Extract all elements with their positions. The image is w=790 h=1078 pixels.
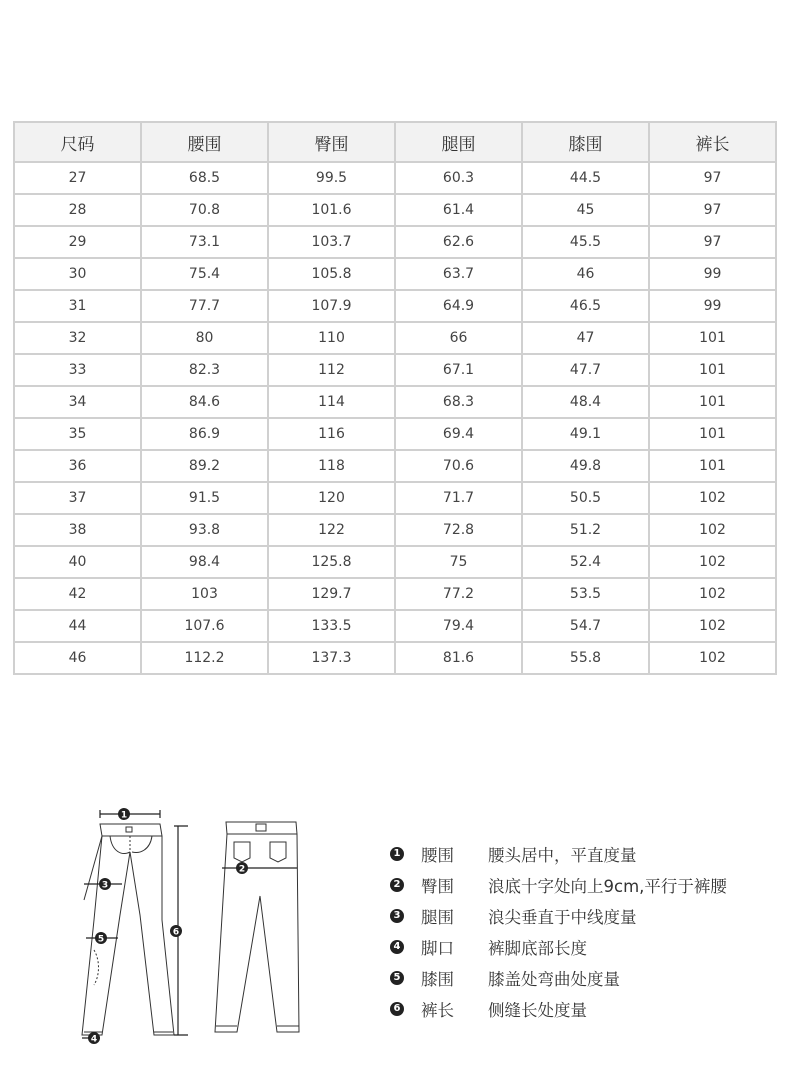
header-size: 尺码: [14, 122, 141, 162]
table-cell: 89.2: [141, 450, 268, 482]
legend-description: 膝盖处弯曲处度量: [488, 969, 620, 989]
legend-name: 腰围: [421, 845, 454, 865]
header-length: 裤长: [649, 122, 776, 162]
table-cell: 133.5: [268, 610, 395, 642]
table-cell: 120: [268, 482, 395, 514]
table-cell: 102: [649, 642, 776, 674]
table-row: [14, 418, 776, 450]
table-cell: 46.5: [522, 290, 649, 322]
marker-6-icon: [170, 925, 182, 938]
table-cell: 75.4: [141, 258, 268, 290]
table-cell: 55.8: [522, 642, 649, 674]
legend-description: 浪尖垂直于中线度量: [488, 907, 637, 927]
table-cell: 101: [649, 386, 776, 418]
table-cell: 53.5: [522, 578, 649, 610]
table-cell: 99: [649, 258, 776, 290]
table-cell: 93.8: [141, 514, 268, 546]
table-cell: 102: [649, 514, 776, 546]
table-cell: 97: [649, 226, 776, 258]
table-cell: 47: [522, 322, 649, 354]
legend-item: [390, 900, 727, 931]
marker-1-icon: [118, 808, 130, 821]
table-cell: 101: [649, 354, 776, 386]
svg-text:3: 3: [101, 880, 109, 891]
svg-text:6: 6: [172, 927, 180, 938]
svg-text:5: 5: [97, 934, 105, 945]
measure-lines: [82, 810, 188, 1038]
table-cell: 67.1: [395, 354, 522, 386]
table-cell: 45.5: [522, 226, 649, 258]
header-thigh: 腿围: [395, 122, 522, 162]
legend-name: 膝围: [421, 969, 454, 989]
table-cell: 75: [395, 546, 522, 578]
table-cell: 37: [14, 482, 141, 514]
table-cell: 86.9: [141, 418, 268, 450]
table-row: [14, 610, 776, 642]
table-cell: 114: [268, 386, 395, 418]
table-cell: 91.5: [141, 482, 268, 514]
table-row: [14, 162, 776, 194]
table-row: [14, 546, 776, 578]
table-cell: 66: [395, 322, 522, 354]
table-cell: 80: [141, 322, 268, 354]
header-hip: 臀围: [268, 122, 395, 162]
table-cell: 46: [522, 258, 649, 290]
table-cell: 122: [268, 514, 395, 546]
front-pants-icon: [82, 824, 174, 1035]
legend-number-badge: 3: [390, 909, 404, 923]
marker-5-icon: [95, 932, 107, 945]
table-cell: 99.5: [268, 162, 395, 194]
svg-text:1: 1: [120, 810, 128, 821]
table-cell: 125.8: [268, 546, 395, 578]
table-cell: 48.4: [522, 386, 649, 418]
table-row: [14, 226, 776, 258]
table-cell: 27: [14, 162, 141, 194]
table-cell: 62.6: [395, 226, 522, 258]
table-cell: 52.4: [522, 546, 649, 578]
table-cell: 32: [14, 322, 141, 354]
table-cell: 45: [522, 194, 649, 226]
table-cell: 31: [14, 290, 141, 322]
table-cell: 60.3: [395, 162, 522, 194]
marker-4-icon: [88, 1032, 100, 1045]
table-cell: 40: [14, 546, 141, 578]
marker-2-icon: [236, 862, 248, 875]
legend-number-badge: 5: [390, 971, 404, 985]
svg-text:4: 4: [90, 1034, 98, 1045]
marker-3-icon: [99, 878, 111, 891]
table-cell: 68.5: [141, 162, 268, 194]
table-cell: 116: [268, 418, 395, 450]
table-cell: 72.8: [395, 514, 522, 546]
pants-measurement-diagram: [72, 800, 312, 1050]
table-cell: 99: [649, 290, 776, 322]
table-cell: 110: [268, 322, 395, 354]
table-cell: 30: [14, 258, 141, 290]
legend-item: [390, 993, 727, 1024]
back-pants-icon: [215, 822, 299, 1032]
table-cell: 98.4: [141, 546, 268, 578]
table-cell: 49.1: [522, 418, 649, 450]
table-cell: 63.7: [395, 258, 522, 290]
table-cell: 50.5: [522, 482, 649, 514]
table-cell: 38: [14, 514, 141, 546]
table-cell: 47.7: [522, 354, 649, 386]
table-cell: 70.8: [141, 194, 268, 226]
legend-name: 腿围: [421, 907, 454, 927]
table-cell: 129.7: [268, 578, 395, 610]
table-row: [14, 514, 776, 546]
table-row: [14, 450, 776, 482]
legend-number-badge: 2: [390, 878, 404, 892]
table-cell: 46: [14, 642, 141, 674]
table-cell: 70.6: [395, 450, 522, 482]
table-cell: 68.3: [395, 386, 522, 418]
table-row: [14, 578, 776, 610]
table-cell: 102: [649, 482, 776, 514]
table-cell: 49.8: [522, 450, 649, 482]
table-cell: 112: [268, 354, 395, 386]
table-cell: 103.7: [268, 226, 395, 258]
table-row: [14, 290, 776, 322]
table-cell: 137.3: [268, 642, 395, 674]
table-cell: 102: [649, 610, 776, 642]
table-cell: 51.2: [522, 514, 649, 546]
table-cell: 102: [649, 578, 776, 610]
table-cell: 33: [14, 354, 141, 386]
table-cell: 82.3: [141, 354, 268, 386]
table-cell: 105.8: [268, 258, 395, 290]
table-cell: 61.4: [395, 194, 522, 226]
legend-number-badge: 6: [390, 1002, 404, 1016]
legend-description: 裤脚底部长度: [488, 938, 587, 958]
table-cell: 102: [649, 546, 776, 578]
legend-item: [390, 869, 727, 900]
measurement-legend: [390, 838, 727, 1024]
table-cell: 44.5: [522, 162, 649, 194]
table-cell: 84.6: [141, 386, 268, 418]
svg-text:2: 2: [238, 864, 246, 875]
legend-name: 臀围: [421, 876, 454, 896]
table-cell: 77.2: [395, 578, 522, 610]
legend-number-badge: 1: [390, 847, 404, 861]
table-cell: 79.4: [395, 610, 522, 642]
legend-item: [390, 838, 727, 869]
table-cell: 64.9: [395, 290, 522, 322]
table-cell: 54.7: [522, 610, 649, 642]
legend-item: [390, 931, 727, 962]
table-cell: 81.6: [395, 642, 522, 674]
table-cell: 42: [14, 578, 141, 610]
table-header-row: [14, 122, 776, 162]
table-row: [14, 194, 776, 226]
table-cell: 29: [14, 226, 141, 258]
legend-number-badge: 4: [390, 940, 404, 954]
table-row: [14, 258, 776, 290]
table-cell: 107.6: [141, 610, 268, 642]
table-row: [14, 642, 776, 674]
legend-name: 脚口: [421, 938, 454, 958]
legend-description: 侧缝长处度量: [488, 1000, 587, 1020]
legend-description: 浪底十字处向上9cm,平行于裤腰: [488, 876, 727, 896]
table-cell: 101.6: [268, 194, 395, 226]
size-table: [13, 121, 777, 675]
table-cell: 69.4: [395, 418, 522, 450]
table-cell: 35: [14, 418, 141, 450]
table-cell: 28: [14, 194, 141, 226]
table-row: [14, 322, 776, 354]
legend-description: 腰头居中，平直度量: [488, 845, 637, 865]
table-cell: 101: [649, 450, 776, 482]
table-cell: 107.9: [268, 290, 395, 322]
table-cell: 97: [649, 162, 776, 194]
legend-name: 裤长: [421, 1000, 454, 1020]
header-waist: 腰围: [141, 122, 268, 162]
table-row: [14, 354, 776, 386]
table-cell: 71.7: [395, 482, 522, 514]
table-row: [14, 482, 776, 514]
table-cell: 103: [141, 578, 268, 610]
table-cell: 97: [649, 194, 776, 226]
table-row: [14, 386, 776, 418]
table-cell: 112.2: [141, 642, 268, 674]
table-cell: 77.7: [141, 290, 268, 322]
table-cell: 101: [649, 322, 776, 354]
header-knee: 膝围: [522, 122, 649, 162]
table-cell: 101: [649, 418, 776, 450]
table-cell: 36: [14, 450, 141, 482]
table-cell: 73.1: [141, 226, 268, 258]
table-cell: 118: [268, 450, 395, 482]
table-cell: 34: [14, 386, 141, 418]
table-cell: 44: [14, 610, 141, 642]
legend-item: [390, 962, 727, 993]
table-body: [14, 162, 776, 674]
